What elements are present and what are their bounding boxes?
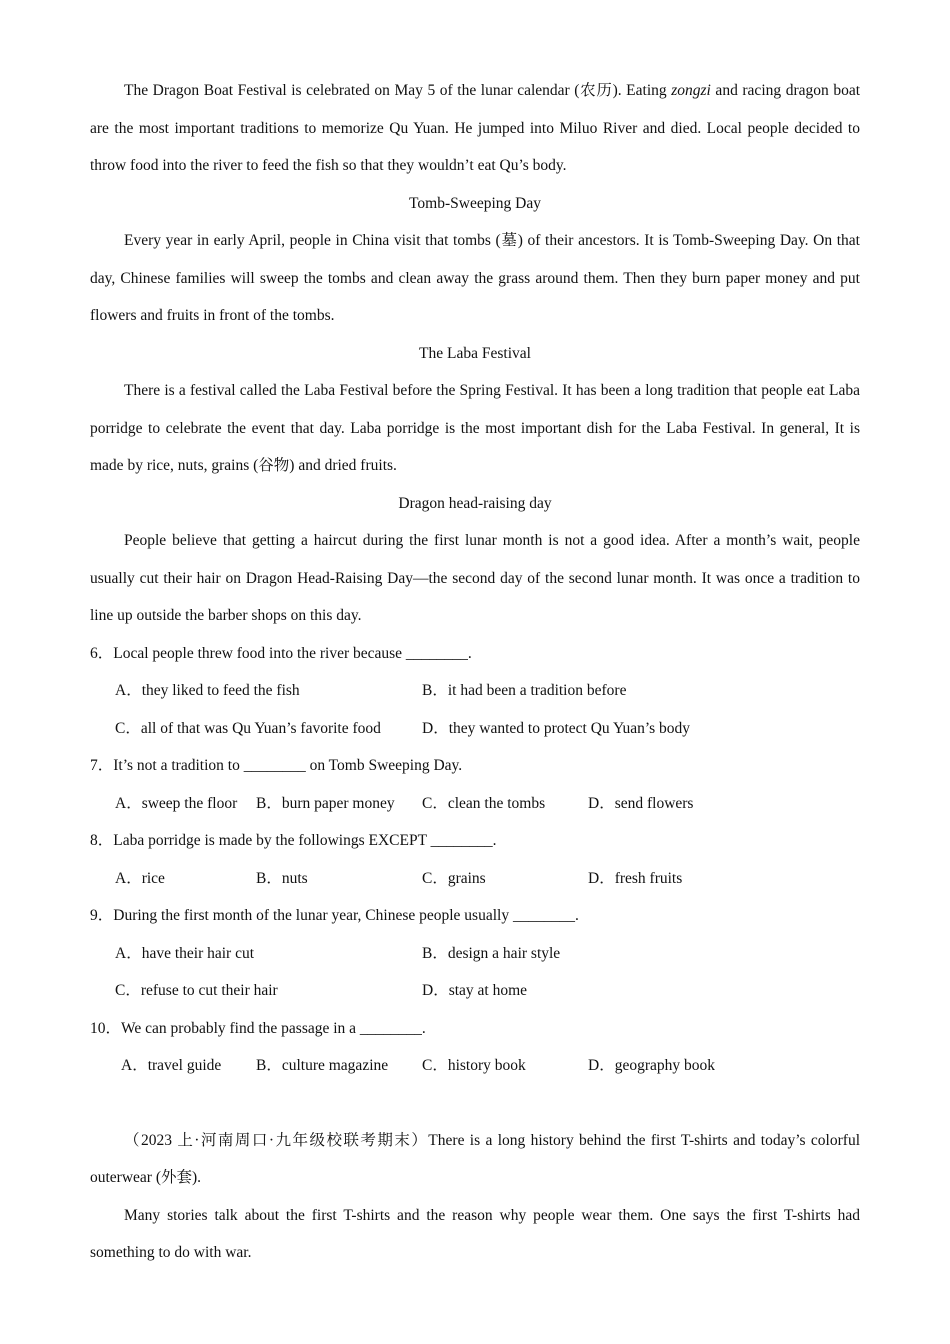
document-page <box>90 72 860 1272</box>
question-8-options <box>90 860 860 898</box>
q9-option-d: D．stay at home <box>422 982 528 999</box>
tshirt-story-paragraph: Many stories talk about the first T-shirts and the reason why people wear them. One says the first T-shirts had something to do with war. <box>90 1206 860 1261</box>
q10-option-c: C．history book <box>422 1057 526 1074</box>
question-7-stem: 7．It’s not a tradition to ________ on Tomb Sweeping Day. <box>90 757 463 774</box>
tshirt-intro-paragraph: （2023 上·河南周口·九年级校联考期末）There is a long history behind the first T-shirts and today’s colorful outerwear (外套). <box>90 1131 860 1186</box>
q6-option-d: D．they wanted to protect Qu Yuan’s body <box>422 719 691 737</box>
question-10-options <box>90 1047 860 1085</box>
question-7-options <box>90 785 860 823</box>
laba-paragraph: There is a festival called the Laba Festival before the Spring Festival. It has been a long tradition that people eat Laba porridge to celebrate the event that day. Laba porridge is the most important dish for the Laba Festival. In general, It is made by rice, nuts, grains (谷物) and dried fruits. <box>90 382 860 474</box>
zongzi-term: zongzi <box>671 82 711 99</box>
q10-option-a: A．travel guide <box>121 1057 222 1074</box>
question-6-stem: 6．Local people threw food into the river because ________. <box>90 644 472 662</box>
q8-option-a: A．rice <box>115 869 165 887</box>
question-8-stem: 8．Laba porridge is made by the followings EXCEPT ________. <box>90 832 497 849</box>
dragon-boat-paragraph: The Dragon Boat Festival is celebrated on May 5 of the lunar calendar (农历). Eating zongzi and racing dragon boat are the most important traditions to memorize Qu Yuan. He jumped into Miluo River and died. Local people decided to throw food into the river to feed the fish so that they wouldn’t eat Qu’s body. <box>90 82 861 174</box>
q8-option-d: D．fresh fruits <box>588 869 683 887</box>
question-6-options-row-1 <box>90 672 860 710</box>
question-10-stem: 10．We can probably find the passage in a ________. <box>90 1019 426 1037</box>
q8-option-c: C．grains <box>422 869 486 887</box>
dragon-head-paragraph: People believe that getting a haircut during the first lunar month is not a good idea. After a month’s wait, people usually cut their hair on Dragon Head-Raising Day—the second day of the second lunar month. It was once a tradition to line up outside the barber shops on this day. <box>90 532 860 624</box>
q7-option-b: B．burn paper money <box>256 794 395 812</box>
q9-option-a: A．have their hair cut <box>115 944 255 962</box>
q9-option-c: C．refuse to cut their hair <box>115 982 278 999</box>
tomb-sweeping-heading: Tomb-Sweeping Day <box>409 194 541 212</box>
q6-option-a: A．they liked to feed the fish <box>115 682 300 699</box>
question-9-stem: 9．During the first month of the lunar year, Chinese people usually ________. <box>90 907 579 924</box>
q6-option-c: C．all of that was Qu Yuan’s favorite food <box>115 719 381 737</box>
q10-option-b: B．culture magazine <box>256 1057 389 1074</box>
section-spacer <box>90 1085 860 1122</box>
dragon-head-heading: Dragon head-raising day <box>398 494 552 512</box>
q6-option-b: B．it had been a tradition before <box>422 682 627 699</box>
q7-option-d: D．send flowers <box>588 794 694 812</box>
question-6-options-row-2 <box>90 710 860 748</box>
q9-option-b: B．design a hair style <box>422 944 561 962</box>
question-9-options-row-2 <box>90 972 860 1010</box>
q10-option-d: D．geography book <box>588 1057 715 1074</box>
q7-option-a: A．sweep the floor <box>115 794 238 812</box>
tomb-sweeping-paragraph: Every year in early April, people in China visit that tombs (墓) of their ancestors. It is Tomb-Sweeping Day. On that day, Chinese families will sweep the tombs and clean away the grass around them. Then they burn paper money and put flowers and fruits in front of the tombs. <box>90 232 860 324</box>
question-9-options-row-1 <box>90 935 860 973</box>
laba-heading: The Laba Festival <box>419 344 531 362</box>
q7-option-c: C．clean the tombs <box>422 794 546 812</box>
q8-option-b: B．nuts <box>256 869 308 887</box>
